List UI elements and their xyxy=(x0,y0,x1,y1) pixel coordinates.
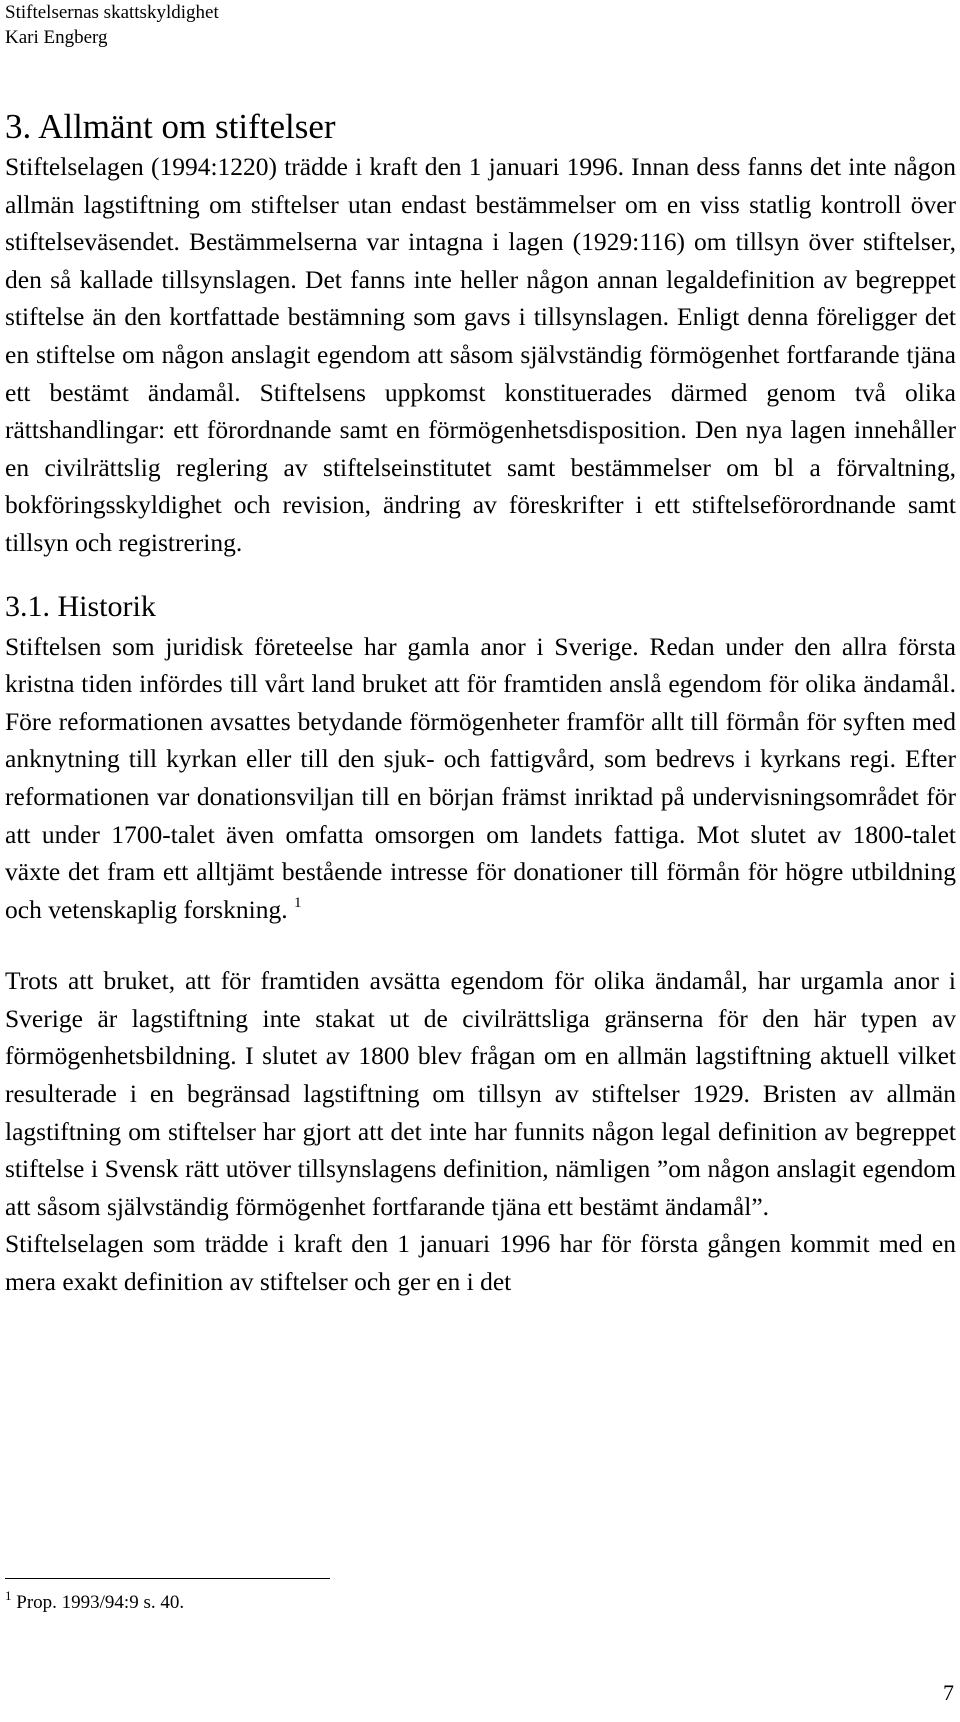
section-heading: 3. Allmänt om stiftelser xyxy=(5,107,336,146)
document-author: Kari Engberg xyxy=(5,27,108,48)
subsection-heading: 3.1. Historik xyxy=(5,589,156,623)
footnote-separator xyxy=(5,1578,330,1579)
page-number: 7 xyxy=(943,1680,954,1705)
history-paragraph-1-text: Stiftelsen som juridisk företeelse har gamla anor i Sverige. Redan under den allra första kristna tiden infördes till vårt land bruket att för framtiden anslå egendom för olika ändamål. Före reformationen avsattes betydande förmögenheter framför allt till förmån för syften med anknytning till kyrkan eller till den sjuk- och fattigvård, som bedrevs i kyrkans regi. Efter reformationen var donationsviljan till en början främst inriktad på undervisningsområdet för att under 1700-talet även omfatta omsorgen om landets fattiga. Mot slutet av 1800-talet växte det fram ett alltjämt bestående intresse för donationer till förmån för högre utbildning och vetenskaplig forskning. xyxy=(5,631,956,924)
section-paragraph: Stiftelselagen (1994:1220) trädde i kraft den 1 januari 1996. Innan dess fanns det inte någon allmän lagstiftning om stiftelser utan endast bestämmelser om en viss statlig kontroll över stiftelseväsendet. Bestämmelserna var intagna i lagen (1929:116) om tillsyn över stiftelser, den så kallade tillsynslagen. Det fanns inte heller någon annan legaldefinition av begreppet stiftelse än den kortfattade bestämning som gavs i tillsynslagen. Enligt denna föreligger det en stiftelse om någon anslagit egendom att såsom självständig förmögenhet fortfarande tjäna ett bestämt ändamål. Stiftelsens uppkomst konstituerades därmed genom två olika rättshandlingar: ett förordnande samt en förmögenhetsdisposition. Den nya lagen innehåller en civilrättslig reglering av stiftelseinstitutet samt bestämmelser om bl a förvaltning, bokföringsskyldighet och revision, ändring av föreskrifter i ett stiftelseförordnande samt tillsyn och registrering. xyxy=(5,152,956,557)
body-content xyxy=(5,106,956,1301)
footnote xyxy=(5,1588,184,1618)
running-header xyxy=(5,0,219,50)
history-paragraph-2: Trots att bruket, att för framtiden avsätta egendom för olika ändamål, har urgamla anor i Sverige är lagstiftning inte stakat ut de civilrättsliga gränserna för den här typen av förmögenhetsbildning. I slutet av 1800 blev frågan om en allmän lagstiftning aktuell vilket resulterade i en begränsad lagstiftning om tillsyn av stiftelser 1929. Bristen av allmän lagstiftning om stiftelser har gjort att det inte har funnits någon legal definition av begreppet stiftelse i Svensk rätt utöver tillsynslagens definition, nämligen ”om någon anslagit egendom att såsom självständig förmögenhet fortfarande tjäna ett bestämt ändamål”. xyxy=(5,966,956,1221)
footnote-number: 1 xyxy=(5,1588,12,1603)
document-title: Stiftelsernas skattskyldighet xyxy=(5,2,219,23)
footnote-text: Prop. 1993/94:9 s. 40. xyxy=(16,1592,185,1613)
history-paragraph-1 xyxy=(5,628,956,929)
footnote-reference: 1 xyxy=(293,894,302,911)
history-paragraph-3: Stiftelselagen som trädde i kraft den 1 januari 1996 har för första gången kommit med en mera exakt definition av stiftelser och ger en i det xyxy=(5,1229,956,1297)
